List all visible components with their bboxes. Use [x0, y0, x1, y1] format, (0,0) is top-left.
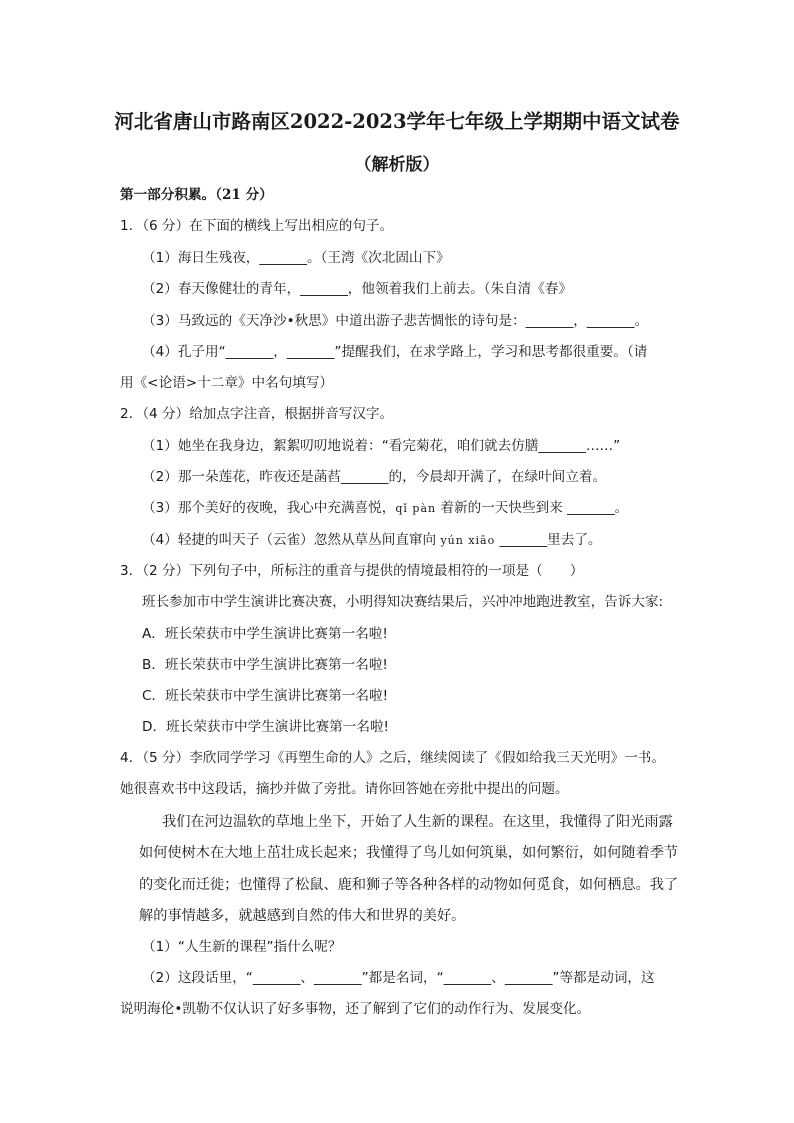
- q1-item-4-cont: 用《<论语>十二章》中名句填写）: [120, 375, 334, 391]
- q4-passage-line-3: 的变化而迁徙；也懂得了松鼠、鹿和狮子等各种各样的动物如何觅食，如何栖息。我了: [139, 877, 679, 893]
- q1-item-3: （3）马致远的《天净沙•秋思》中道出游子悲苦惆怅的诗句是：_______，_______。: [142, 313, 649, 329]
- section-heading: 第一部分积累。（21 分）: [120, 187, 273, 203]
- q2-item-3-text: （3）那个美好的夜晚，我心中充满喜悦，: [142, 500, 396, 516]
- q4-passage-line-2: 如何使树木在大地上茁壮成长起来；我懂得了鸟儿如何筑巢，如何繁衍，如何随着季节: [139, 845, 679, 861]
- q4-sub-1: （1）“人生新的课程”指什么呢？: [142, 939, 342, 955]
- exam-title: 河北省唐山市路南区2022-2023学年七年级上学期期中语文试卷: [114, 110, 680, 133]
- q1-stem: 1．（6 分）在下面的横线上写出相应的句子。: [120, 218, 394, 234]
- q3-option-a: A．班长荣获市中学生演讲比赛第一名啦!: [142, 626, 388, 642]
- q2-item-1: （1）她坐在我身边，絮絮叨叨地说着：“看完菊花，咱们就去仿膳_______……”: [142, 438, 621, 454]
- q4-passage-line-1: 我们在河边温软的草地上坐下，开始了人生新的课程。在这里，我懂得了阳光雨露: [162, 814, 673, 830]
- q3-option-d: D．班长荣获市中学生演讲比赛第一名啦!: [142, 719, 390, 735]
- q3-option-b: B．班长荣获市中学生演讲比赛第一名啦!: [142, 657, 388, 673]
- q3-stem: 3．（2 分）下列句子中，所标注的重音与提供的情境最相符的一项是（ ）: [120, 563, 584, 579]
- q1-item-2: （2）春天像健壮的青年，_______，他领着我们上前去。（朱自清《春》: [142, 281, 573, 297]
- q3-option-c: C．班长荣获市中学生演讲比赛第一名啦!: [142, 688, 389, 704]
- q2-item-3-end: 着新的一天快些到来 _______。: [440, 500, 629, 516]
- q1-item-4: （4）孔子用“_______，_______”提醒我们，在求学路上，学习和思考都很重要。（请: [142, 344, 648, 360]
- q4-stem-2: 她很喜欢书中这段话，摘抄并做了旁批。请你回答她在旁批中提出的问题。: [120, 781, 569, 797]
- q2-pinyin-1: qǐ pàn: [395, 502, 437, 515]
- q4-passage-line-4: 解的事情越多，就越感到自然的伟大和世界的美好。: [139, 908, 466, 924]
- q1-item-1: （1）海日生残夜，_______。（王湾《次北固山下》: [142, 250, 450, 266]
- q4-sub-2-cont: 说明海伦•凯勒不仅认识了好多事物，还了解到了它们的动作行为、发展变化。: [120, 1001, 591, 1017]
- q2-item-4: [142, 530, 602, 551]
- q4-sub-2: （2）这段话里，“_______、_______”都是名词，“_______、_______”等都是动词，这: [142, 970, 655, 986]
- exam-subtitle: （解析版）: [354, 155, 440, 175]
- q2-item-4-end: _______里去了。: [499, 532, 602, 548]
- q2-item-3: [142, 498, 628, 519]
- q2-pinyin-2: yún xiāo: [440, 534, 496, 547]
- q3-context: 班长参加市中学生演讲比赛决赛，小明得知决赛结果后，兴冲冲地跑进教室，告诉大家:: [142, 594, 664, 610]
- q2-item-4-text: （4）轻捷的叫天子（云雀）忽然从草丛间直窜向: [142, 532, 437, 548]
- q2-item-2: （2）那一朵莲花，昨夜还是菡萏_______的，今晨却开满了，在绿叶间立着。: [142, 469, 607, 485]
- q2-stem: 2．（4 分）给加点字注音，根据拼音写汉字。: [120, 406, 394, 422]
- q4-stem-1: 4．（5 分）李欣同学学习《再塑生命的人》之后，继续阅读了《假如给我三天光明》一书。: [120, 750, 665, 766]
